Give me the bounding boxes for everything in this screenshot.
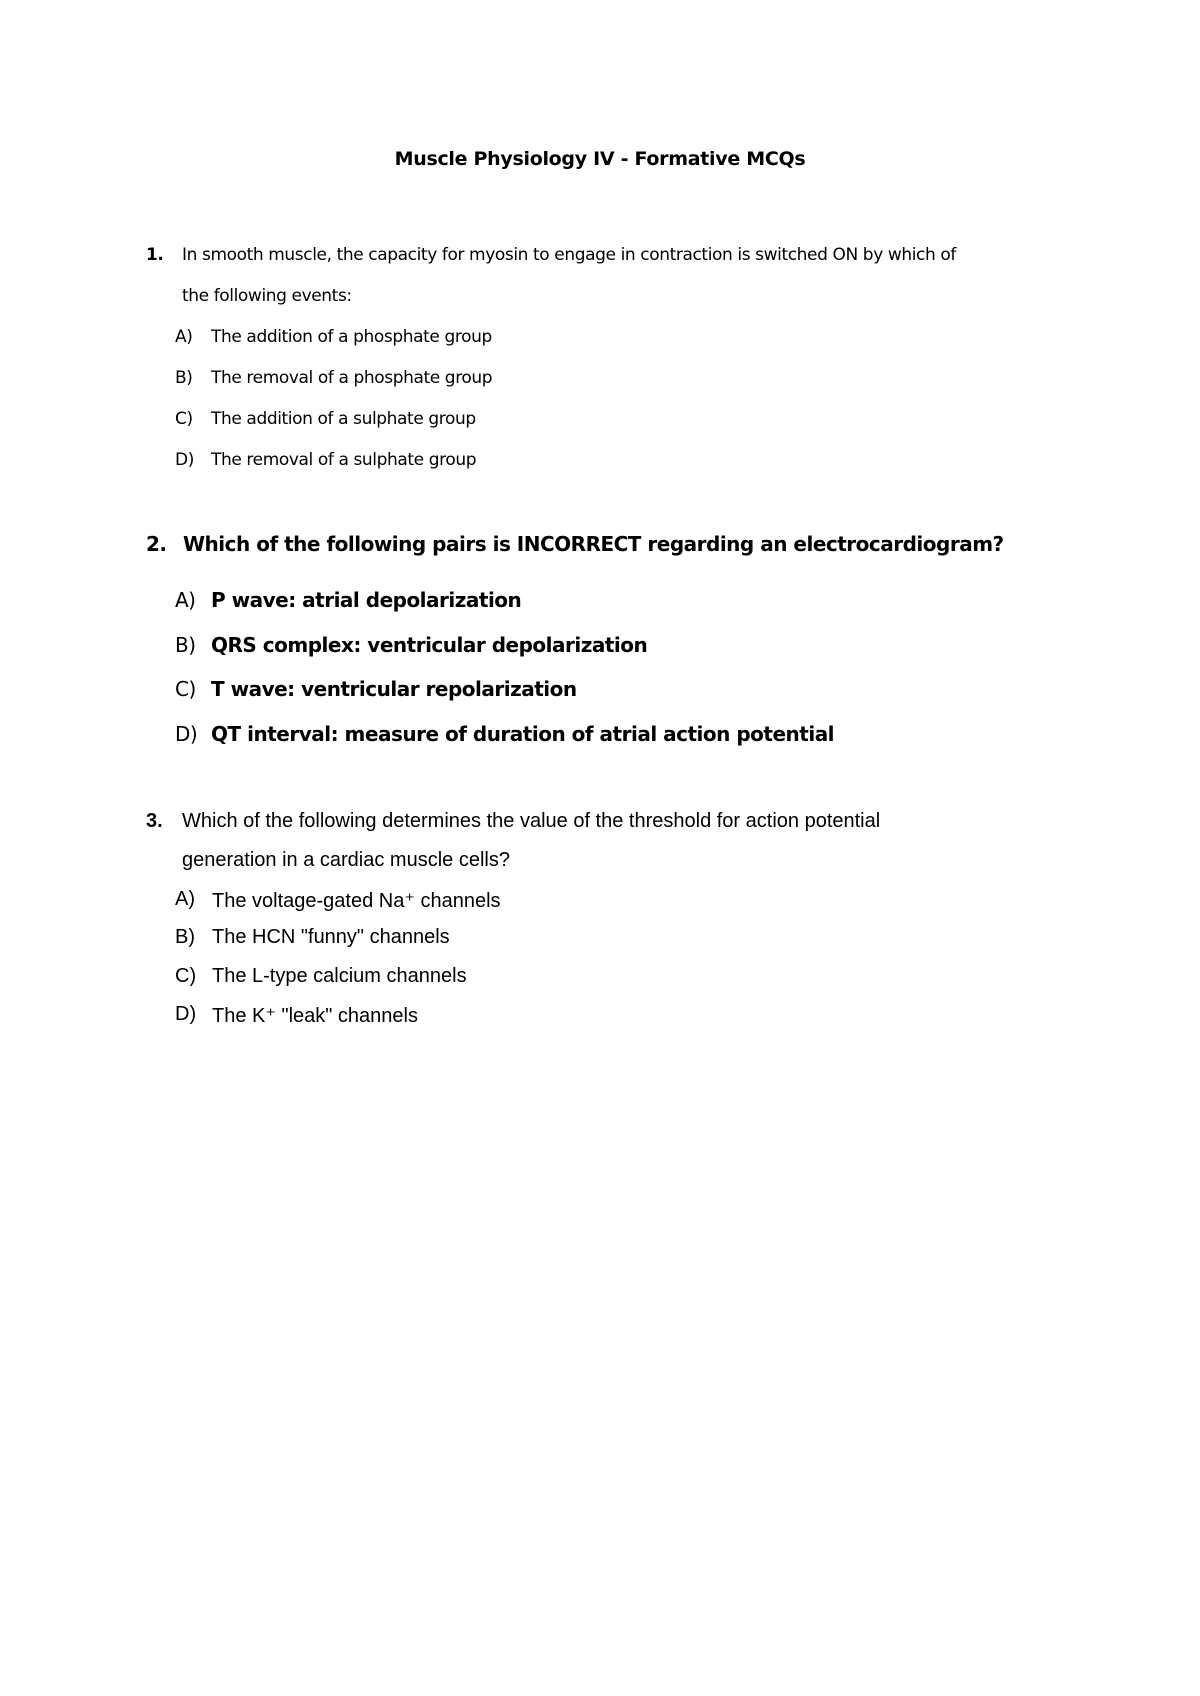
option-letter: D) xyxy=(175,722,198,746)
option-letter: A) xyxy=(175,588,196,612)
option-letter: D) xyxy=(175,450,194,470)
option-text: The voltage-gated Na⁺ channels xyxy=(212,890,501,912)
question-text-line: Which of the following pairs is INCORRECT regarding an electrocardiogram? xyxy=(183,532,1004,556)
option-text: The K⁺ "leak" channels xyxy=(212,1005,418,1027)
question-number: 3. xyxy=(146,810,163,832)
question-number: 2. xyxy=(146,532,167,556)
option-text: The addition of a sulphate group xyxy=(211,409,476,429)
option-letter: A) xyxy=(175,888,195,910)
option-letter: D) xyxy=(175,1003,197,1025)
question-text-line: generation in a cardiac muscle cells? xyxy=(182,849,510,871)
question-text-line: the following events: xyxy=(182,286,352,306)
option-letter: A) xyxy=(175,327,193,347)
option-letter: B) xyxy=(175,368,193,388)
document-title: Muscle Physiology IV - Formative MCQs xyxy=(394,148,806,170)
option-text: The removal of a sulphate group xyxy=(211,450,477,470)
option-letter: C) xyxy=(175,677,196,701)
option-text: The addition of a phosphate group xyxy=(211,327,492,347)
question-text-line: Which of the following determines the value of the threshold for action potential xyxy=(182,810,881,832)
option-letter: B) xyxy=(175,926,195,948)
option-text: The L-type calcium channels xyxy=(212,965,467,987)
option-text: The removal of a phosphate group xyxy=(211,368,493,388)
question-text-line: In smooth muscle, the capacity for myosin to engage in contraction is switched ON by which of xyxy=(182,245,956,265)
question-number: 1. xyxy=(146,245,164,265)
option-letter: C) xyxy=(175,965,197,987)
option-letter: C) xyxy=(175,409,193,429)
option-text: QT interval: measure of duration of atrial action potential xyxy=(211,722,835,746)
option-text: The HCN "funny" channels xyxy=(212,926,450,948)
option-text: P wave: atrial depolarization xyxy=(211,588,522,612)
option-letter: B) xyxy=(175,633,196,657)
option-text: T wave: ventricular repolarization xyxy=(211,677,577,701)
option-text: QRS complex: ventricular depolarization xyxy=(211,633,648,657)
